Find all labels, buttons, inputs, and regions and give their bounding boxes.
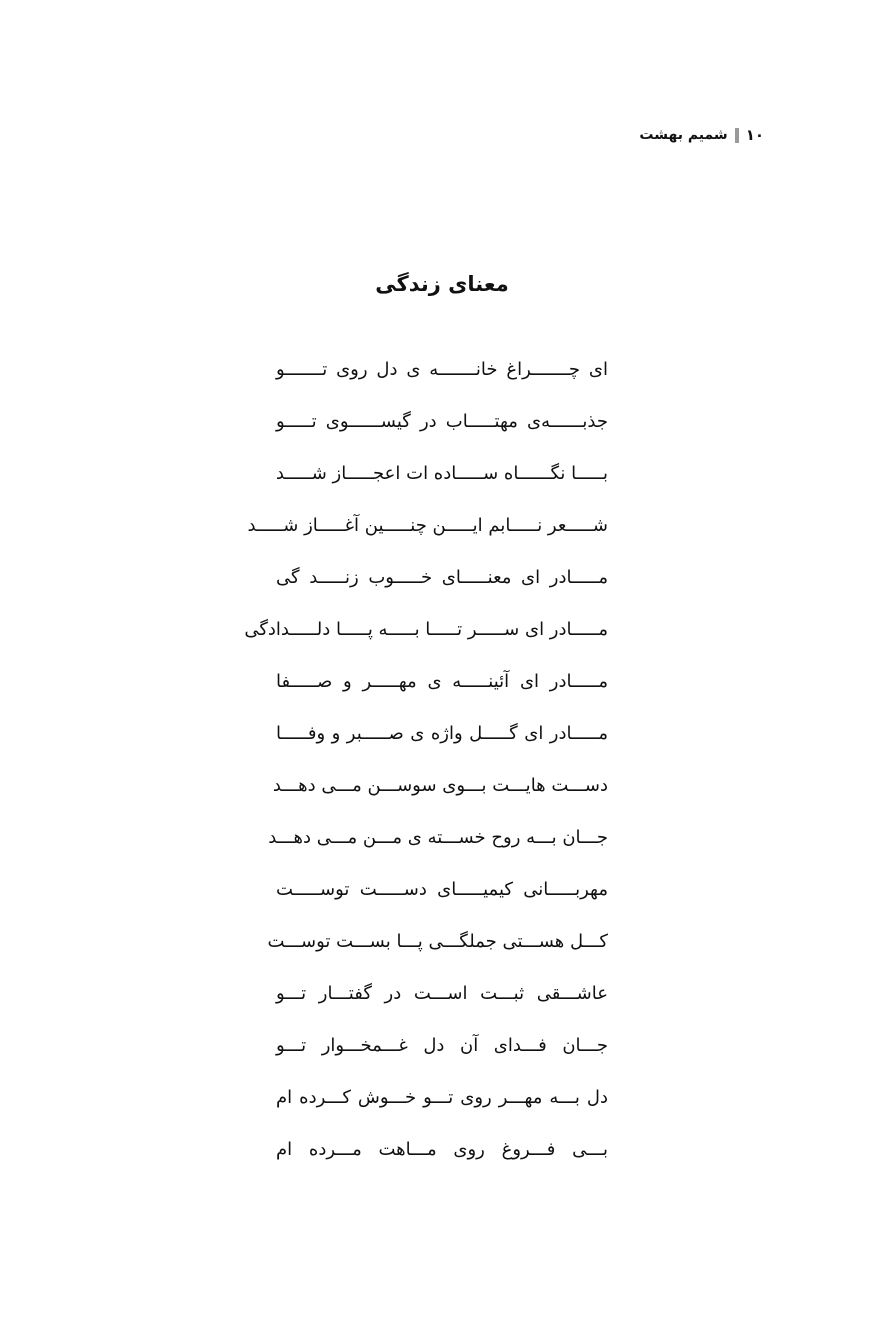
verse-line: مـــــادر ای گـــــل واژه ی صـــــبر و وفـــــا <box>276 723 608 744</box>
verse-line: شـــــعر نـــــابم ایـــــن چنـــــین آغـــــاز شـــــد <box>247 515 608 536</box>
verse-line: مهربـــــانی کیمیـــــای دســـــت توســـــت <box>276 879 608 900</box>
verse-line: دل بـــه مهـــر روی تـــو خـــوش کـــرده ام <box>276 1087 608 1108</box>
running-header <box>639 124 764 146</box>
verse-line: دســـت هایـــت بـــوی سوســـن مـــی دهـــد <box>272 775 608 796</box>
poem-title-text: معنای زندگی <box>375 272 509 296</box>
verse-line: جذبــــــه‌ی مهتـــــاب در گیســــــوی تـــــو <box>276 411 608 432</box>
verse-line: جـــان فـــدای آن دل غـــمخـــوار تـــو <box>276 1035 608 1056</box>
header-separator <box>735 128 739 143</box>
verse-line: کـــل هســـتی جملگـــی پـــا بســـت توســـت <box>267 931 608 952</box>
verse-line: جـــان بـــه روح خســـته ی مـــن مـــی دهـــد <box>268 827 608 848</box>
page-number: ۱۰ <box>745 126 764 144</box>
verse-line: مـــــادر ای آئینـــــه ی مهـــــر و صـــــفا <box>276 671 608 692</box>
verse-line: بـــــا نگــــــاه ســـــاده ات اعجـــــاز شـــــد <box>275 463 608 484</box>
verse-line: مـــــادر ای معنـــــای خـــــوب زنـــــد گی <box>276 567 608 588</box>
poem-title <box>0 268 886 300</box>
verse-line: بـــی فـــروغ روی مـــاهت مـــرده ام <box>276 1139 608 1160</box>
verse-line: مـــــادر ای ســـــر تـــــا بـــــه پـــــا دلـــــدادگی <box>244 619 608 640</box>
verse-line: عاشـــقی ثبـــت اســـت در گفتـــار تـــو <box>276 983 608 1004</box>
verse-line: ای چـــــــراغ خانـــــــه ی دل روی تـــــــو <box>276 359 608 380</box>
poem-verses <box>244 355 608 1187</box>
book-title: شمیم بهشت <box>639 127 728 143</box>
